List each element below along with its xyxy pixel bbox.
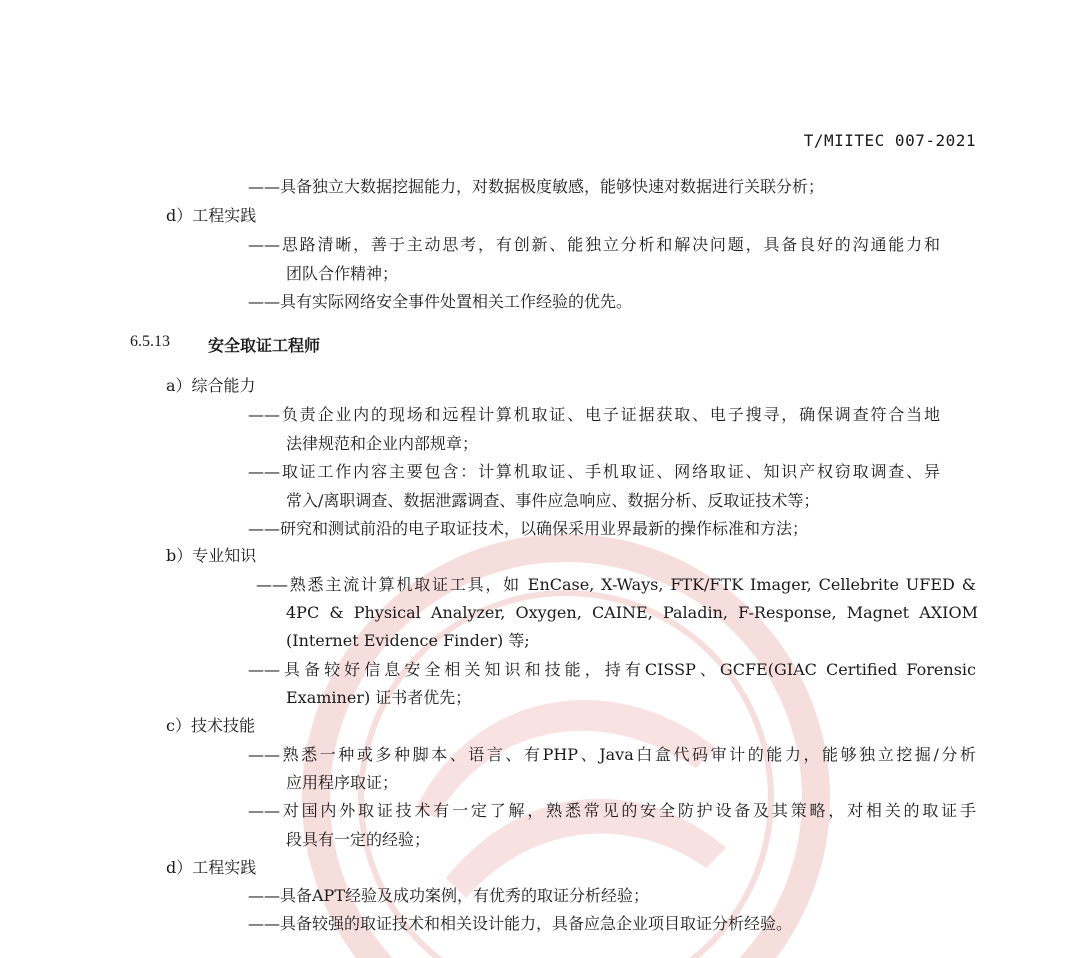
cat-b-item-2-line-1: ——具备较好信息安全相关知识和技能，持有CISSP、GCFE(GIAC Certified Forensic: [248, 660, 976, 679]
cat-c-item-2-line-1: ——对国内外取证技术有一定了解，熟悉常见的安全防护设备及其策略，对相关的取证手: [248, 801, 976, 820]
cat-c-item-1-line-2: 应用程序取证；: [286, 773, 399, 792]
intro-item-3: ——具有实际网络安全事件处置相关工作经验的优先。: [248, 292, 633, 311]
cat-a-item-2-line-2: 常入/离职调查、数据泄露调查、事件应急响应、数据分析、反取证技术等；: [286, 491, 820, 510]
category-d2-label: d）工程实践: [166, 858, 257, 877]
category-d-label: d）工程实践: [166, 206, 257, 225]
cat-b-item-1-line-2: 4PC & Physical Analyzer, Oxygen, CAINE, Paladin, F-Response, Magnet AXIOM: [286, 603, 978, 622]
intro-item-1: ——具备独立大数据挖掘能力，对数据极度敏感，能够快速对数据进行关联分析；: [248, 177, 825, 196]
category-b-label: b）专业知识: [166, 546, 257, 565]
category-a-label: a）综合能力: [166, 376, 256, 395]
cat-a-item-2-line-1: ——取证工作内容主要包含：计算机取证、手机取证、网络取证、知识产权窃取调查、异: [248, 462, 940, 481]
cat-b-item-1-line-1: ——熟悉主流计算机取证工具，如 EnCase, X-Ways, FTK/FTK Imager, Cellebrite UFED &: [256, 575, 976, 594]
cat-d2-item-2: ——具备较强的取证技术和相关设计能力，具备应急企业项目取证分析经验。: [248, 914, 793, 933]
section-title: 安全取证工程师: [208, 336, 321, 355]
section-number: 6.5.13: [130, 333, 170, 350]
cat-a-item-1-line-1: ——负责企业内的现场和远程计算机取证、电子证据获取、电子搜寻，确保调查符合当地: [248, 405, 940, 424]
cat-a-item-1-line-2: 法律规范和企业内部规章；: [286, 434, 479, 453]
cat-b-item-1-line-3: (Internet Evidence Finder) 等;: [286, 631, 530, 650]
cat-c-item-2-line-2: 段具有一定的经验；: [286, 830, 431, 849]
category-c-label: c）技术技能: [166, 716, 255, 735]
document-code: T/MIITEC 007-2021: [803, 131, 976, 150]
intro-item-2-line-1: ——思路清晰，善于主动思考，有创新、能独立分析和解决问题，具备良好的沟通能力和: [248, 235, 940, 254]
cat-b-item-2-line-2: Examiner) 证书者优先；: [286, 688, 472, 707]
cat-a-item-3: ——研究和测试前沿的电子取证技术，以确保采用业界最新的操作标准和方法；: [248, 519, 809, 538]
cat-d2-item-1: ——具备APT经验及成功案例，有优秀的取证分析经验；: [248, 886, 649, 905]
cat-c-item-1-line-1: ——熟悉一种或多种脚本、语言、有PHP、Java白盒代码审计的能力，能够独立挖掘/分析: [248, 745, 976, 764]
intro-item-2-line-2: 团队合作精神；: [286, 264, 399, 283]
